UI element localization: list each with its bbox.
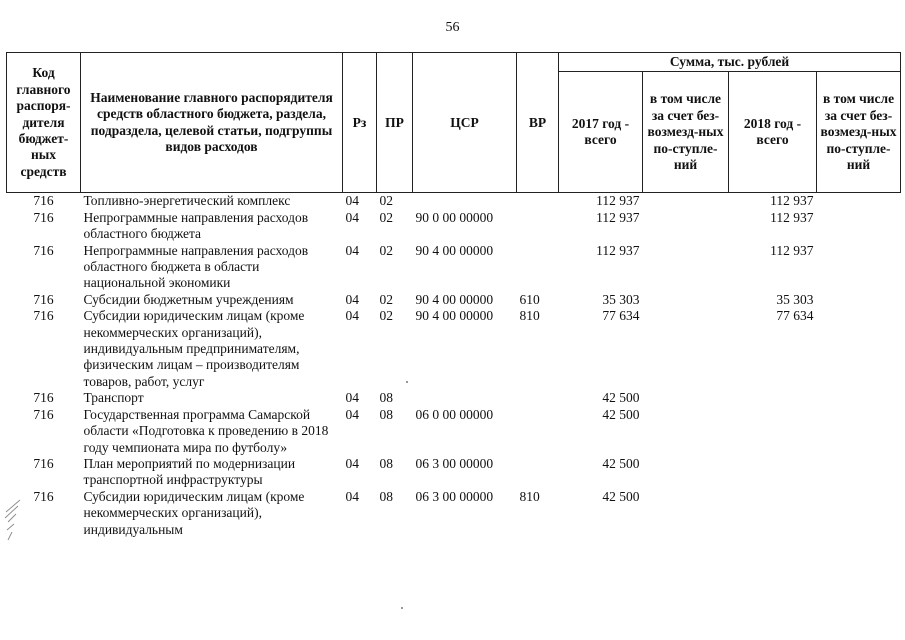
cell-pr: 08 [379,406,393,422]
header-2018-gratuitous: в том числе за счет без-возмезд-ных по-ступле-ний [817,72,901,193]
cell-sum-2018-gratuitous [817,456,901,489]
header-vr: ВР [517,53,559,193]
header-sum-group: Сумма, тыс. рублей [559,53,901,72]
cell-sum-2018 [729,390,817,406]
table-row [7,390,901,406]
cell-sum-2017-gratuitous [643,456,729,489]
cell-pr: 08 [379,390,393,406]
cell-rz: 04 [345,455,359,471]
cell-sum-2018 [729,456,817,489]
header-code: Код главного распоря-дителя бюджет-ных средств [7,53,81,193]
cell-sum-2018-gratuitous [817,308,901,390]
cell-sum-2017: 112 937 [596,209,640,225]
cell-rz: 04 [345,291,359,307]
cell-name: Топливно-энергетический комплекс [83,193,291,209]
cell-name: Субсидии бюджетным учреждениям [83,291,294,307]
header-rz: Рз [343,53,377,193]
cell-vr [517,243,559,292]
scan-speck [401,607,403,609]
cell-sum-2018: 112 937 [770,242,814,258]
cell-pr: 02 [379,209,393,225]
cell-sum-2017-gratuitous [643,193,729,210]
cell-vr [517,407,559,456]
cell-sum-2018 [729,489,817,538]
table-row [7,292,901,308]
cell-sum-2017: 77 634 [602,308,640,324]
cell-sum-2018-gratuitous [817,210,901,243]
cell-name: Государственная программа Самарской области «Подготовка к проведению в 2018 году чемпионата мира по футболу» [83,406,329,455]
cell-sum-2018-gratuitous [817,243,901,292]
cell-rz: 04 [345,193,359,209]
cell-sum-2018: 112 937 [770,209,814,225]
cell-sum-2018-gratuitous [817,390,901,406]
cell-rz: 04 [345,209,359,225]
header-2017-gratuitous: в том числе за счет без-возмезд-ных по-ступле-ний [643,72,729,193]
cell-csr [413,390,517,406]
cell-csr: 06 0 00 00000 [415,406,494,422]
cell-name: Субсидии юридическим лицам (кроме некоммерческих организаций), индивидуальным предпринимателям, физическим лицам – производителям товаров, работ, услуг [83,308,305,389]
table-row [7,210,901,243]
cell-pr: 08 [379,455,393,471]
cell-vr [517,193,559,210]
table-row [7,243,901,292]
cell-pr: 02 [379,308,393,324]
table-row [7,308,901,390]
cell-pr: 02 [379,193,393,209]
cell-sum-2017: 112 937 [596,242,640,258]
cell-sum-2017-gratuitous [643,407,729,456]
cell-csr: 90 4 00 00000 [415,308,494,324]
cell-sum-2018: 77 634 [776,308,814,324]
cell-code: 716 [33,242,54,258]
cell-sum-2018: 112 937 [770,193,814,209]
cell-sum-2017: 35 303 [602,291,640,307]
cell-csr: 90 4 00 00000 [415,291,494,307]
cell-sum-2017-gratuitous [643,390,729,406]
cell-pr: 02 [379,291,393,307]
cell-code: 716 [33,390,54,406]
cell-vr: 810 [519,308,540,324]
cell-sum-2017: 42 500 [602,390,640,406]
cell-sum-2018-gratuitous [817,292,901,308]
cell-sum-2018-gratuitous [817,193,901,210]
table-row [7,407,901,456]
cell-code: 716 [33,209,54,225]
cell-name: План мероприятий по модернизации транспортной инфраструктуры [83,455,296,488]
cell-sum-2018: 35 303 [776,291,814,307]
cell-name: Непрограммные направления расходов областного бюджета [83,209,309,242]
cell-sum-2018-gratuitous [817,407,901,456]
margin-pencil-mark [2,498,24,544]
cell-pr: 08 [379,488,393,504]
cell-name: Субсидии юридическим лицам (кроме некоммерческих организаций), индивидуальным [83,488,305,537]
cell-vr: 810 [519,488,540,504]
cell-name: Транспорт [83,390,144,406]
cell-rz: 04 [345,308,359,324]
cell-rz: 04 [345,390,359,406]
header-2018-total: 2018 год - всего [729,72,817,193]
cell-vr [517,390,559,406]
cell-csr: 90 0 00 00000 [415,209,494,225]
budget-table [6,52,901,538]
header-csr: ЦСР [413,53,517,193]
scan-speck [406,381,408,383]
cell-sum-2017-gratuitous [643,243,729,292]
cell-sum-2018 [729,407,817,456]
cell-rz: 04 [345,406,359,422]
cell-code: 716 [33,193,54,209]
cell-csr: 06 3 00 00000 [415,488,494,504]
cell-sum-2017: 42 500 [602,488,640,504]
cell-sum-2017-gratuitous [643,210,729,243]
cell-code: 716 [33,455,54,471]
cell-vr [517,456,559,489]
cell-code: 716 [33,291,54,307]
cell-vr [517,210,559,243]
table-row [7,489,901,538]
cell-rz: 04 [345,242,359,258]
cell-csr [413,193,517,210]
cell-sum-2017-gratuitous [643,292,729,308]
cell-sum-2018-gratuitous [817,489,901,538]
cell-code: 716 [33,406,54,422]
cell-code: 716 [33,488,54,504]
cell-rz: 04 [345,488,359,504]
cell-csr: 06 3 00 00000 [415,455,494,471]
cell-name: Непрограммные направления расходов областного бюджета в области национальной экономики [83,242,309,291]
page-number: 56 [445,20,460,35]
header-pr: ПР [377,53,413,193]
table-row [7,456,901,489]
cell-sum-2017: 42 500 [602,406,640,422]
cell-code: 716 [33,308,54,324]
cell-vr: 610 [519,291,540,307]
cell-sum-2017: 112 937 [596,193,640,209]
cell-csr: 90 4 00 00000 [415,242,494,258]
cell-sum-2017-gratuitous [643,489,729,538]
cell-sum-2017: 42 500 [602,455,640,471]
header-2017-total: 2017 год - всего [559,72,643,193]
header-name: Наименование главного распорядителя средств областного бюджета, раздела, подраздела, целевой статьи, подгруппы видов расходов [81,53,343,193]
table-row [7,193,901,210]
cell-sum-2017-gratuitous [643,308,729,390]
cell-pr: 02 [379,242,393,258]
